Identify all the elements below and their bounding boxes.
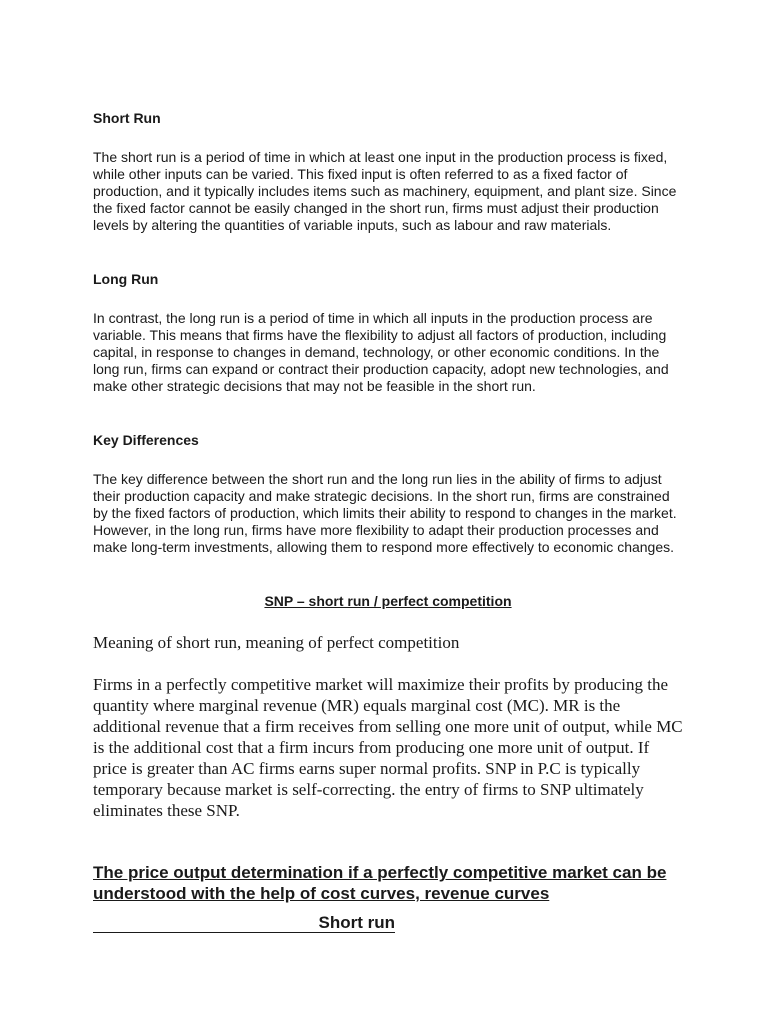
long-run-heading: Long Run xyxy=(93,271,159,287)
price-output-heading: The price output determination if a perfectly competitive market can be understood with the help of cost curves, revenue curves xyxy=(93,863,667,903)
long-run-paragraph: In contrast, the long run is a period of time in which all inputs in the production process are variable. This means that firms have the flexibility to adjust all factors of production, including capital, in response to changes in demand, technology, or other economic conditions. In the long run, firms can expand or contract their production capacity, adopt new technologies, and make other strategic decisions that may not be feasible in the short run. xyxy=(93,310,669,394)
key-differences-heading: Key Differences xyxy=(93,432,199,448)
short-run-paragraph: The short run is a period of time in which at least one input in the production process is fixed, while other inputs can be varied. This fixed input is often referred to as a fixed factor of production, and it typically includes items such as machinery, equipment, and plant size. Since the fixed factor cannot be easily changed in the short run, firms must adjust their production levels by altering the quantities of variable inputs, such as labour and raw materials. xyxy=(93,149,677,233)
snp-paragraph: Firms in a perfectly competitive market will maximize their profits by producing the quantity where marginal revenue (MR) equals marginal cost (MC). MR is the additional revenue that a firm receives from selling one more unit of output, while MC is the additional cost that a firm incurs from producing one more unit of output. If price is greater than AC firms earns super normal profits. SNP in P.C is typically temporary because market is self-correcting. the entry of firms to SNP ultimately eliminates these SNP. xyxy=(93,675,683,820)
short-run-heading: Short Run xyxy=(93,110,161,126)
snp-heading: SNP – short run / perfect competition xyxy=(264,593,512,609)
key-differences-paragraph: The key difference between the short run and the long run lies in the ability of firms to adjust their production capacity and make strategic decisions. In the short run, firms are constrained by the fixed factors of production, which limits their ability to respond to changes in the market. However, in the long run, firms have more flexibility to adapt their production processes and make long-term investments, allowing them to respond more effectively to economic changes. xyxy=(93,471,677,555)
snp-meaning-line: Meaning of short run, meaning of perfect competition xyxy=(93,633,460,652)
short-run-subheading: Short run xyxy=(93,912,395,933)
